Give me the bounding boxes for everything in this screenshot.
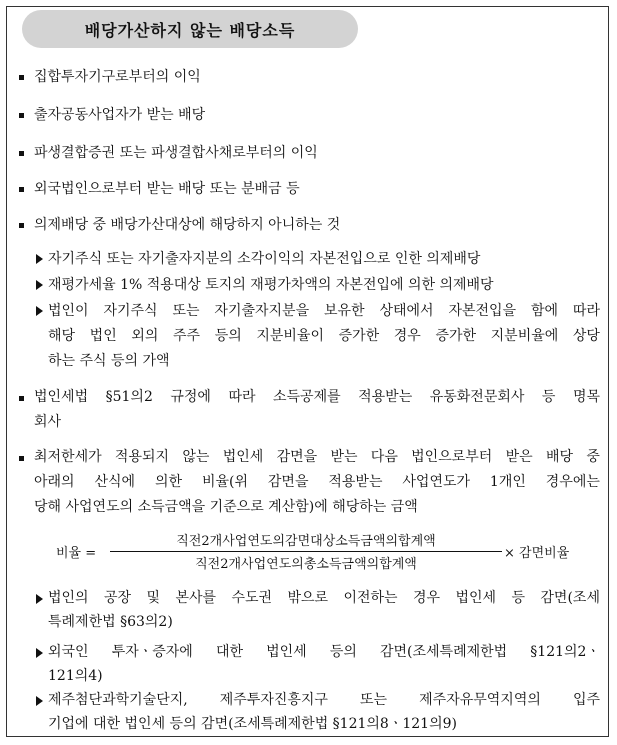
item-collective-investment: 집합투자기구로부터의 이익	[34, 69, 201, 85]
item-deemed-dividend: 의제배당 중 배당가산대상에 해당하지 아니하는 것	[34, 217, 341, 233]
bullet-triangle	[36, 306, 43, 316]
reduction-3-line-1: 제주첨단과학기술단지, 제주투자진흥지구 또는 제주자유무역지역의 입주	[48, 692, 600, 708]
bullet-square	[19, 187, 24, 192]
bullet-square	[19, 75, 24, 80]
item-securitization-line-2: 회사	[34, 414, 62, 430]
bullet-triangle	[36, 594, 43, 604]
bullet-triangle	[36, 280, 43, 290]
item-reduction-line-3: 당해 사업연도의 소득금액을 기준으로 계산함)에 해당하는 금액	[34, 499, 418, 515]
bullet-triangle	[36, 696, 43, 706]
fraction-bar	[110, 551, 502, 552]
section-title: 배당가산하지 않는 배당소득	[22, 10, 358, 48]
reduction-3-line-2: 기업에 대한 법인세 등의 감면(조세특례제한법 §121의8ㆍ121의9)	[48, 716, 457, 732]
formula-denominator: 직전2개사업연도의총소득금액의합계액	[195, 557, 417, 572]
bullet-triangle	[36, 648, 43, 658]
deemed-sub-2: 재평가세율 1% 적용대상 토지의 재평가차액의 자본전입에 의한 의제배당	[48, 277, 494, 293]
formula-lhs: 비율 =	[56, 546, 97, 561]
formula-rhs: × 감면비율	[504, 546, 570, 561]
formula-numerator: 직전2개사업연도의감면대상소득금액의합계액	[176, 534, 436, 549]
bullet-square	[19, 113, 24, 118]
item-foreign-dividend: 외국법인으로부터 받는 배당 또는 분배금 등	[34, 181, 300, 197]
item-derivative-securities: 파생결합증권 또는 파생결합사채로부터의 이익	[34, 145, 318, 161]
bullet-square	[19, 456, 24, 461]
bullet-square	[19, 151, 24, 156]
reduction-2-line-1: 외국인 투자ㆍ증자에 대한 법인세 등의 감면(조세특례제한법 §121의2ㆍ	[48, 644, 600, 660]
reduction-1-line-1: 법인의 공장 및 본사를 수도권 밖으로 이전하는 경우 법인세 등 감면(조세	[48, 590, 600, 606]
item-securitization-line-1: 법인세법 §51의2 규정에 따라 소득공제를 적용받는 유동화전문회사 등 명목	[34, 389, 600, 405]
reduction-1-line-2: 특례제한법 §63의2)	[48, 614, 173, 630]
deemed-sub-3-line-3: 하는 주식 등의 가액	[48, 353, 170, 369]
bullet-square	[19, 223, 24, 228]
deemed-sub-3-line-2: 해당 법인 외의 주주 등의 지분비율이 증가한 경우 증가한 지분비율에 상당	[48, 328, 600, 344]
item-joint-business: 출자공동사업자가 받는 배당	[34, 107, 206, 123]
deemed-sub-3-line-1: 법인이 자기주식 또는 자기출자지분을 보유한 상태에서 자본전입을 함에 따라	[48, 303, 600, 319]
bullet-square	[19, 396, 24, 401]
reduction-2-line-2: 121의4)	[48, 668, 103, 684]
deemed-sub-1: 자기주식 또는 자기출자지분의 소각이익의 자본전입으로 인한 의제배당	[48, 251, 481, 267]
bullet-triangle	[36, 254, 43, 264]
item-reduction-line-1: 최저한세가 적용되지 않는 법인세 감면을 받는 다음 법인으로부터 받은 배당 중	[34, 449, 600, 465]
item-reduction-line-2: 아래의 산식에 의한 비율(위 감면을 적용받는 사업연도가 1개인 경우에는	[34, 474, 600, 490]
